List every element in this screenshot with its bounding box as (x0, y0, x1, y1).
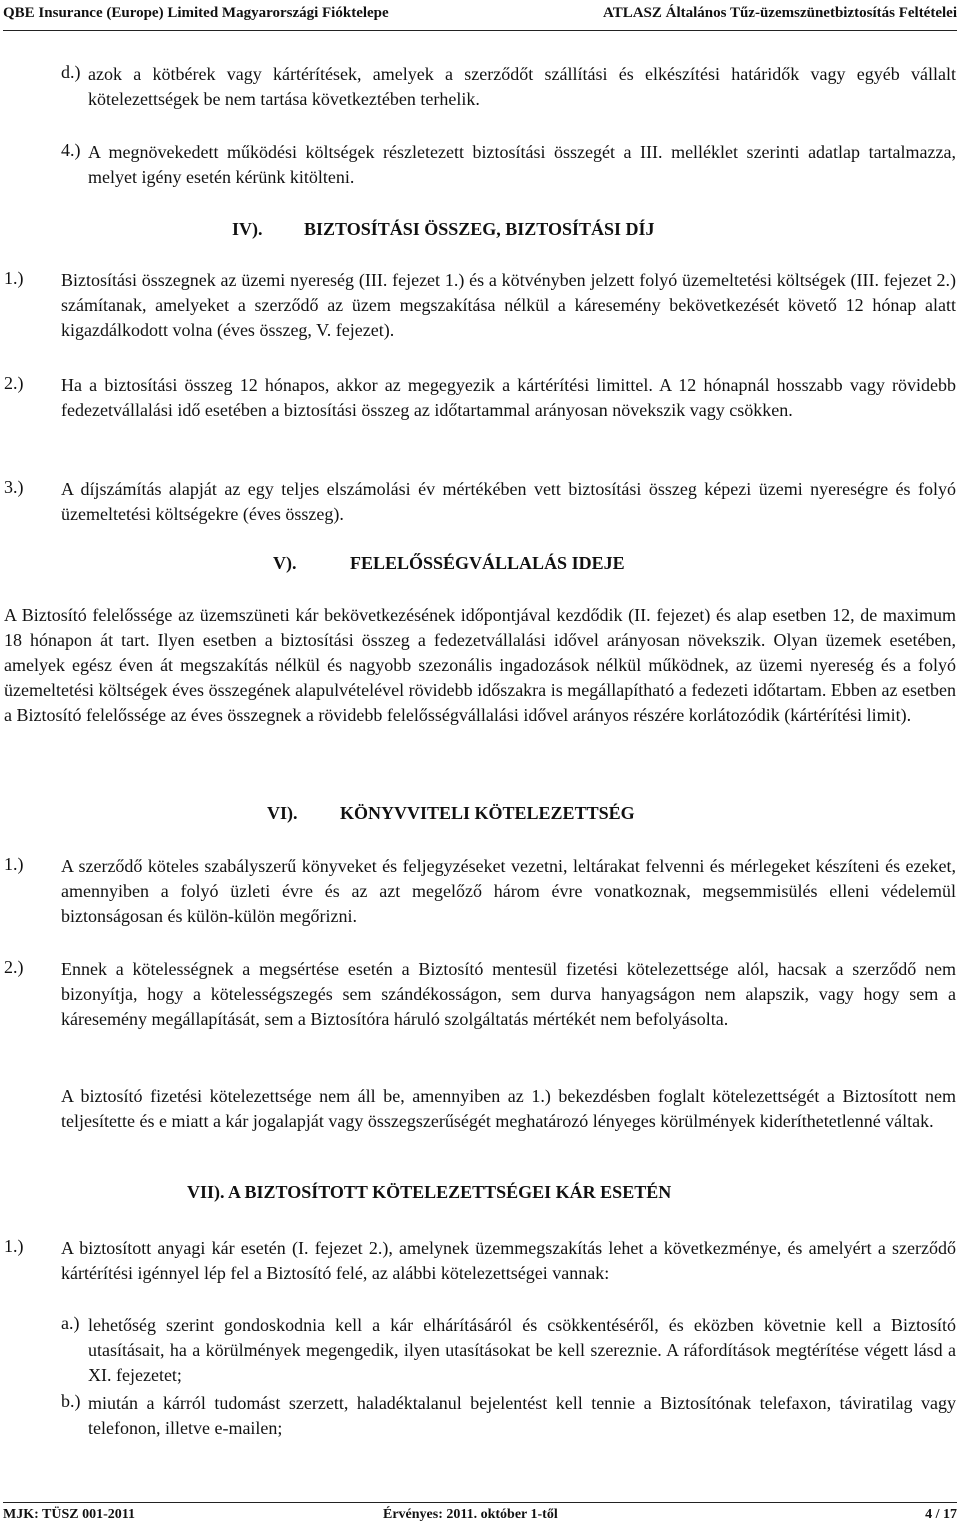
section-6-p2-number: 2.) (4, 957, 24, 977)
item-d-number: d.) (61, 62, 81, 82)
item-d-text: azok a kötbérek vagy kártérítések, amelyek a szerződőt szállítási és elkészítési határidők vagy egyéb vállalt kötelezettségek be nem tartása következtében terhelik. (88, 64, 956, 109)
section-7-a: lehetőség szerint gondoskodnia kell a kár elhárításáról és csökkentéséről, és eközben követnie kell a Biztosító utasításait, ha a körülmények megengedik, ilyen utasításokat be kell szereznie. A ráfordítások megtérítése végett lásd a XI. fejezetet; (88, 1315, 956, 1385)
section-4-number: IV). (232, 219, 263, 239)
item-4-text: A megnövekedett működési költségek részletezett biztosítási összegét a III. melléklet szerinti adatlap tartalmazza, melyet igény esetén kérünk kitölteni. (88, 142, 956, 187)
footer-page-number: 4 / 17 (925, 1507, 957, 1522)
section-6-number: VI). (267, 803, 298, 823)
section-4-p2-number: 2.) (4, 373, 24, 393)
section-6-p2: Ennek a kötelességnek a megsértése esetén a Biztosító mentesül fizetési kötelezettsége alól, hacsak a szerződő nem bizonyítja, hogy a kötelességszegés sem szándékosságon, sem durva hanyagságon nem alapszik, vagy hogy sem a káresemény megállapítását, sem a Biztosítóra háruló szolgáltatás mértékét nem befolyásolta. (61, 959, 956, 1029)
section-7-b-number: b.) (61, 1391, 81, 1411)
section-4-p1: Biztosítási összegnek az üzemi nyereség (III. fejezet 1.) és a kötvényben jelzett folyó üzemeltetési költségek (III. fejezet 2.) számítanak, amelyeket a szerződő az üzem megszakítása nélkül a káresemény bekövetkezését követő 12 hónap alatt kigazdálkodott volna (éves összeg, V. fejezet). (61, 270, 956, 340)
section-7-p1: A biztosított anyagi kár esetén (I. fejezet 2.), amelynek üzemmegszakítás lehet a következménye, és amelyért a szerződő kártérítési igénnyel lép fel a Biztosító felé, az alábbi kötelezettségei vannak: (61, 1238, 956, 1283)
section-4-p2: Ha a biztosítási összeg 12 hónapos, akkor az megegyezik a kártérítési limittel. A 12 hónapnál hosszabb vagy rövidebb fedezetvállalási idő esetében a biztosítási összeg az időtartammal arányosan növekszik vagy csökken. (61, 375, 956, 420)
item-4-number: 4.) (61, 140, 81, 160)
section-6-p1: A szerződő köteles szabályszerű könyveket és feljegyzéseket vezetni, leltárakat felvenni és mérlegeket készíteni és ezeket, amennyiben a folyó üzleti évre és az azt megelőző három évre vonatkoznak, megsemmisülés elleni védelemül biztonságosan és külön-külön megőrizni. (61, 856, 956, 926)
section-7-title: VII). A BIZTOSÍTOTT KÖTELEZETTSÉGEI KÁR ESETÉN (187, 1182, 672, 1202)
header-company: QBE Insurance (Europe) Limited Magyarországi Fióktelepe (3, 5, 389, 21)
section-7-p1-number: 1.) (4, 1236, 24, 1256)
footer-document-code: MJK: TÜSZ 001-2011 (3, 1507, 135, 1522)
page-header (3, 0, 957, 31)
section-7-b: miután a kárról tudomást szerzett, haladéktalanul bejelentést kell tennie a Biztosítónak telefaxon, táviratilag vagy telefonon, illetve e-mailen; (88, 1393, 956, 1438)
page-footer (3, 1502, 957, 1527)
section-4-p3: A díjszámítás alapját az egy teljes elszámolási év mértékében vett biztosítási összeg képezi üzemi nyereségre és folyó üzemeltetési költségekre (éves összeg). (61, 479, 956, 524)
header-document-title: ATLASZ Általános Tűz-üzemszünetbiztosítás Feltételei (602, 5, 957, 21)
footer-validity: Érvényes: 2011. október 1-től (383, 1507, 558, 1522)
section-6-title: KÖNYVVITELI KÖTELEZETTSÉG (340, 803, 635, 823)
section-6-p2-continuation: A biztosító fizetési kötelezettsége nem áll be, amennyiben az 1.) bekezdésben foglalt kötelezettségét a Biztosított nem teljesítette és e miatt a kár jogalapját vagy összegszerűségét meghatározó lényeges körülmények kideríthetetlenné váltak. (61, 1086, 956, 1131)
section-5-title: FELELŐSSÉGVÁLLALÁS IDEJE (350, 553, 625, 573)
section-5-body: A Biztosító felelőssége az üzemszüneti kár bekövetkezésének időpontjával kezdődik (II. fejezet) és alap esetben 12, de maximum 18 hónapon át tart. Ilyen esetben a biztosítási összeg a fedezetvállalási idővel arányosan növekszik. Olyan üzemek esetében, amelyek egész éven át megszakítás nélkül és nagyobb szezonális ingadozások nélkül működnek, az üzemi nyereség és a folyó üzemeltetési költségek éves összegének alapulvételével rövidebb időszakra is megállapítható a fedezeti időtartam. Ebben az esetben a Biztosító felelőssége az éves összegnek a rövidebb felelősségvállalási idővel arányos részére korlátozódik (kártérítési limit). (4, 605, 956, 725)
section-4-p1-number: 1.) (4, 268, 24, 288)
section-5-number: V). (273, 553, 297, 573)
section-4-p3-number: 3.) (4, 477, 24, 497)
section-6-p1-number: 1.) (4, 854, 24, 874)
section-7-a-number: a.) (61, 1313, 80, 1333)
section-4-title: BIZTOSÍTÁSI ÖSSZEG, BIZTOSÍTÁSI DÍJ (304, 219, 655, 239)
